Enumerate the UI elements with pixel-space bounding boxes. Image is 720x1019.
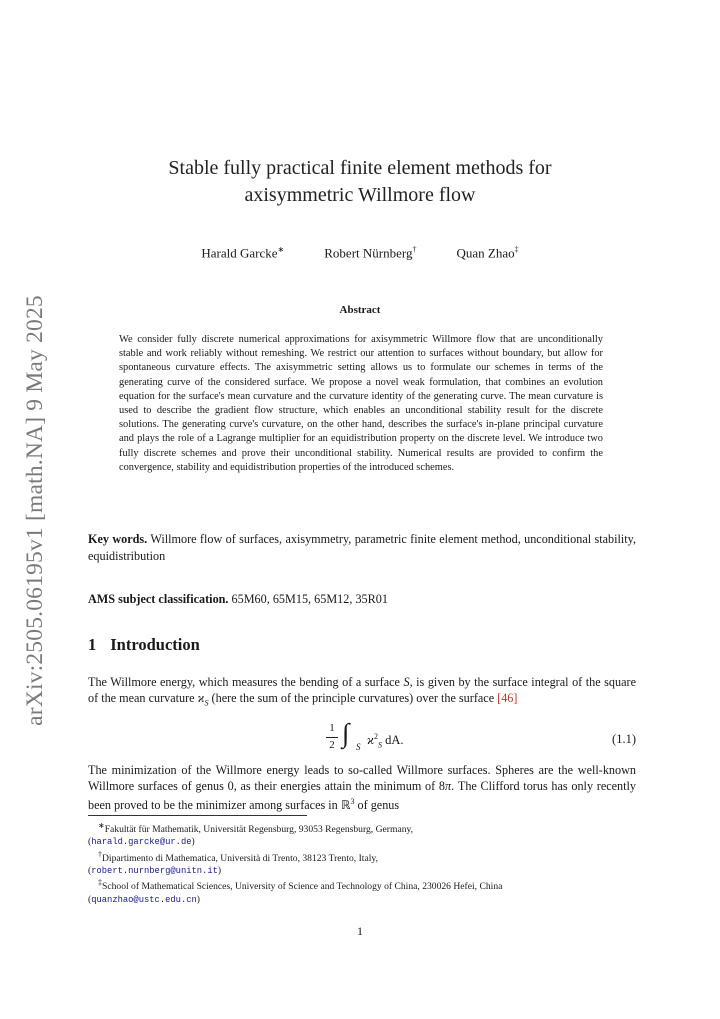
- math-kappa-symbol: ϰ: [197, 691, 205, 706]
- fraction-denominator: 2: [329, 739, 335, 751]
- email-link[interactable]: quanzhao@ustc.edu.cn: [91, 894, 197, 905]
- footnote-email-row: (robert.nurnberg@unitn.it): [88, 864, 222, 876]
- arxiv-identifier-stamp: [20, 285, 50, 735]
- citation-link[interactable]: [46]: [497, 691, 518, 706]
- email-link[interactable]: robert.nurnberg@unitn.it: [91, 865, 218, 876]
- author-garcke: [201, 245, 284, 261]
- ams-classification-block: [88, 592, 636, 607]
- fraction-numerator: 1: [329, 722, 335, 734]
- footnote-mark: †: [98, 849, 102, 859]
- author-footnote-mark[interactable]: ∗: [277, 245, 285, 254]
- math-superscript: 2: [374, 732, 379, 741]
- ams-codes: 65M60, 65M15, 65M12, 35R01: [231, 592, 388, 606]
- keywords-label: Key words.: [88, 532, 148, 546]
- text-run: of genus: [354, 798, 400, 813]
- footnotes: [88, 820, 636, 906]
- integral-sign: ∫: [342, 718, 350, 748]
- integral-domain: S: [356, 742, 361, 752]
- author-zhao: [456, 245, 518, 261]
- footnote-mark: ∗: [98, 821, 105, 830]
- math-pi-symbol: π: [445, 779, 452, 794]
- intro-paragraph-2: [88, 762, 636, 814]
- title-line-1: Stable fully practical finite element methods for: [168, 157, 552, 179]
- fraction-bar: [326, 737, 338, 738]
- math-subscript: S: [378, 740, 383, 750]
- author-name: Harald Garcke: [201, 245, 278, 261]
- footnote-nurnberg: [88, 849, 636, 865]
- section-title: Introduction: [110, 635, 200, 654]
- author-name: Robert Nürnberg: [324, 245, 413, 261]
- text-run: , is given by the surface integral of the square of the mean curvature: [88, 675, 636, 706]
- email-link[interactable]: harald.garcke@ur.de: [91, 837, 192, 848]
- text-run: (here the sum of the principle curvatures) over the surface: [208, 691, 498, 706]
- text-run: . The Clifford torus has only recently been proved to be the minimizer among surfaces in: [88, 779, 637, 813]
- math-subscript: S: [204, 698, 209, 708]
- footnote-rule: [88, 815, 307, 816]
- math-kappa-symbol: ϰ: [367, 733, 375, 748]
- author-name: Quan Zhao: [456, 245, 515, 261]
- footnote-mark: ‡: [98, 878, 102, 888]
- math-surface-symbol: S: [403, 675, 410, 689]
- equation-1-1: [320, 718, 636, 756]
- page-number: 1: [357, 924, 363, 938]
- author-footnote-mark[interactable]: †: [412, 245, 417, 254]
- abstract-heading: Abstract: [339, 304, 381, 316]
- author-nurnberg: [324, 245, 416, 261]
- keywords-text: Willmore flow of surfaces, axisymmetry, parametric finite element method, unconditional stability, equidistribution: [88, 532, 637, 563]
- arxiv-identifier-text: arXiv:2505.06195v1 [math.NA] 9 May 2025: [21, 294, 48, 726]
- footnote-zhao: [88, 877, 636, 893]
- footnote-email-row: (quanzhao@ustc.edu.cn): [88, 893, 200, 905]
- text-run: The Willmore energy, which measures the bending of a surface: [88, 675, 404, 689]
- fraction-one-half: [326, 722, 338, 752]
- keywords-block: [88, 531, 636, 564]
- footnote-affiliation: Dipartimento di Mathematica, Università di Trento, 38123 Trento, Italy,: [102, 852, 378, 864]
- math-reals-symbol: ℝ: [340, 798, 351, 813]
- title-line-2: axisymmetric Willmore flow: [244, 184, 476, 206]
- footnote-email-row: (harald.garcke@ur.de): [88, 836, 195, 848]
- footnote-garcke: [88, 820, 636, 836]
- abstract-text: We consider fully discrete numerical approximations for axisymmetric Willmore flow that are unconditionally stable and work reliably without remeshing. We restrict our attention to surfaces without boundary, but allow for spontaneous curvature effects. The axisymmetric setting allows us to formulate our schemes in terms of the generating curve of the considered surface. We propose a novel weak formulation, that combines an evolution equation for the surface's mean curvature and the curvature identity of the generating curve. The mean curvature is used to describe the gradient flow structure, which enables an unconditional stability result for the discrete solutions. The generating curve's curvature, on the other hand, describes the surface's in-plane principal curvature and plays the role of a Lagrange multiplier for an equidistribution property on the discrete level. We introduce two fully discrete schemes and prove their unconditional stability. Numerical results are provided to confirm the convergence, stability and equidistribution properties of the introduced schemes.: [119, 334, 603, 473]
- footnote-affiliation: Fakultät für Mathematik, Universität Regensburg, 93053 Regensburg, Germany,: [104, 824, 414, 836]
- section-heading: [88, 635, 200, 655]
- author-footnote-mark[interactable]: ‡: [514, 245, 519, 254]
- text-run: The minimization of the Willmore energy leads to so-called Willmore surfaces. Spheres are the well-known Willmore surfaces of genus 0, as their energies attain the minimum of 8: [88, 763, 636, 794]
- integral-measure: dA.: [382, 733, 404, 748]
- integrand: [367, 732, 404, 750]
- intro-paragraph-1: [88, 674, 636, 712]
- equation-number: (1.1): [612, 732, 636, 746]
- math-superscript: 3: [350, 797, 355, 807]
- author-list: [0, 245, 720, 261]
- footnote-affiliation: School of Mathematical Sciences, University of Science and Technology of China, 230026 Hefei, China: [102, 881, 503, 893]
- paper-title: [0, 155, 720, 209]
- section-number: 1: [88, 635, 97, 654]
- ams-label: AMS subject classification.: [88, 592, 229, 606]
